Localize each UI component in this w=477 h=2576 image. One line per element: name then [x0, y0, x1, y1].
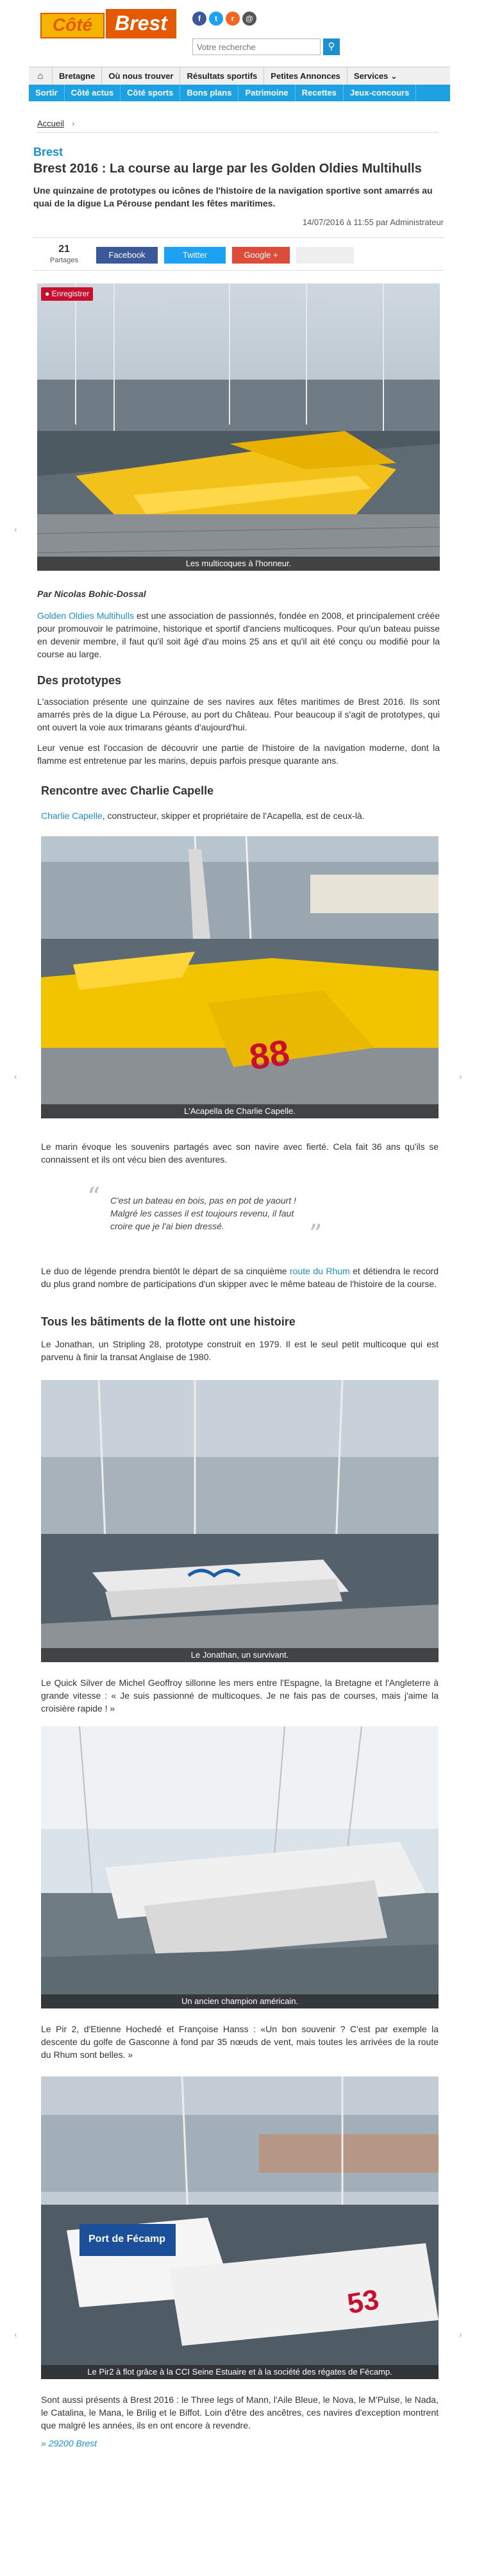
- photo-acapella-image: [41, 836, 439, 1118]
- next-arrow-icon[interactable]: ›: [459, 2329, 462, 2339]
- divider: [37, 132, 439, 133]
- photo-quick-silver: [41, 1726, 439, 2008]
- paragraph-jonathan: Le Jonathan, un Stripling 28, prototype construit en 1979. Il est le seul petit multicoque qui est parvenu à finir la transat Anglaise de 1980.: [41, 1339, 439, 1362]
- subnav-item-2[interactable]: Côté sports: [121, 85, 180, 101]
- social-links: [192, 12, 256, 26]
- prev-arrow-icon[interactable]: ‹: [14, 2329, 17, 2339]
- secondary-nav: [29, 85, 450, 101]
- photo-caption: Le Pir2 à flot grâce à la CCI Seine Estuaire et à la société des régates de Fécamp.: [41, 2365, 439, 2379]
- photo-acapella: [41, 836, 439, 1118]
- home-icon[interactable]: ⌂: [37, 70, 44, 81]
- article-lead: Une quinzaine de prototypes ou icônes de l'histoire de la navigation sportive sont amarrés au quai de la digue La Pérouse pendant les fêtes maritimes.: [33, 185, 433, 208]
- subnav-item-4[interactable]: Patrimoine: [238, 85, 295, 101]
- nav-item-4[interactable]: Services ⌄: [347, 67, 404, 85]
- tag-location[interactable]: [41, 2437, 439, 2450]
- paragraph-protos-1: L'association présente une quinzaine de ses navires aux fêtes maritimes de Brest 2016. Ils sont amarrés près de la digue La Pérouse, au port du Château. Pour beaucoup il s'agit de prototypes, qui ont ouvert la voie aux trimarans géants d'aujourd'hui.: [37, 696, 440, 732]
- photo-jonathan: [41, 1380, 439, 1662]
- primary-nav: [29, 67, 450, 85]
- photo-quick-silver-image: [41, 1726, 439, 2008]
- paragraph-duo-text-a: Le duo de légende prendra bientôt le départ de sa cinquième: [41, 1266, 290, 1276]
- tag-chevron-icon: »: [41, 2438, 49, 2448]
- site-logo[interactable]: [40, 9, 185, 41]
- paragraph-duo-text-b: et détiendra le record du plus grand nombre de participations d'un skipper avec le même bateau de l'histoire de la course.: [41, 1266, 439, 1289]
- share-count-label: Partages: [49, 257, 79, 265]
- nav-item-2[interactable]: Résultats sportifs: [180, 67, 264, 85]
- paragraph-capelle-text: , constructeur, skipper et propriétaire de l'Acapella, est de ceux-là.: [102, 811, 365, 821]
- boat-number-88: 88: [246, 1031, 292, 1078]
- boat-number-53: 53: [345, 2284, 381, 2320]
- search-button[interactable]: [323, 38, 340, 55]
- paragraph-intro: [37, 609, 440, 661]
- photo-jonathan-image: [41, 1380, 439, 1662]
- photo-caption: L'Acapella de Charlie Capelle.: [41, 1104, 439, 1118]
- photo-caption: Le Jonathan, un survivant.: [41, 1648, 439, 1662]
- paragraph-protos-2: Leur venue est l'occasion de découvrir une partie de l'histoire de la navigation moderne, dont la flamme est entretenue par les marins, depuis parfois presque quarante ans.: [37, 743, 440, 766]
- paragraph-duo: [41, 1265, 439, 1290]
- logo-cote: Côté: [40, 13, 105, 38]
- subnav-item-1[interactable]: Côté actus: [65, 85, 121, 101]
- logo-brest: Brest: [106, 9, 176, 38]
- share-count-value: 21: [58, 244, 70, 255]
- subnav-item-5[interactable]: Recettes: [296, 85, 344, 101]
- capelle-quote: C'est un bateau en bois, pas en pot de yaourt ! Malgré les casses il est toujours revenu, il faut croire que je l'ai bien dressé.: [110, 1195, 296, 1231]
- link-golden-oldies[interactable]: Golden Oldies Multihulls: [37, 610, 135, 621]
- facebook-icon[interactable]: f: [192, 12, 206, 26]
- photo-caption: Les multicoques à l'honneur.: [37, 557, 440, 571]
- paragraph-intro-text: est une association de passionnés, fondée en 2008, et principalement créée pour promouvoir le patrimoine, historique et sportif d'anciens multicoques. Pour qu'un bateau puisse en devenir membre, il faut qu'il soit âgé d'au moins 25 ans et qu'il ait été conçu ou modifié pour la course au large.: [37, 610, 440, 659]
- article-author: Par Nicolas Bohic-Dossal: [37, 589, 146, 599]
- heading-flotte: Tous les bâtiments de la flotte ont une histoire: [41, 1315, 296, 1328]
- subnav-item-6[interactable]: Jeux-concours: [344, 85, 416, 101]
- pin-icon: ●: [45, 289, 52, 298]
- link-charlie-capelle[interactable]: Charlie Capelle: [41, 811, 103, 821]
- nav-item-0[interactable]: Bretagne: [52, 67, 101, 85]
- nav-item-1[interactable]: Où nous trouver: [101, 67, 180, 85]
- save-label: Enregistrer: [51, 289, 90, 298]
- photo-multihulls: [37, 283, 440, 571]
- heading-capelle: Rencontre avec Charlie Capelle: [41, 784, 214, 797]
- next-arrow-icon[interactable]: ›: [459, 1071, 462, 1081]
- article-category[interactable]: Brest: [33, 146, 63, 158]
- search-icon: ⚲: [328, 41, 335, 52]
- photo-multihulls-image: [37, 283, 440, 571]
- share-counter: [45, 242, 83, 264]
- photo-pir2: [41, 2076, 439, 2379]
- share-google-button[interactable]: Google +: [232, 247, 290, 264]
- paragraph-capelle: [41, 809, 439, 822]
- paragraph-quick-silver: Le Quick Silver de Michel Geoffroy sillonne les mers entre l'Espagne, la Bretagne et l'Angleterre à grande vitesse : « Je suis passionné de multicoques. Je ne fais pas de courses, mais j'aime la croisière rapide ! »: [41, 1678, 439, 1713]
- article-title: Brest 2016 : La course au large par les Golden Oldies Multihulls: [33, 162, 422, 176]
- share-facebook-button[interactable]: Facebook: [96, 247, 158, 264]
- paragraph-pir2: Le Pir 2, d'Etienne Hochedé et Françoise Hanss : «Un bon souvenir ? C'est par exemple la descente du golfe de Gasconne à fond par 35 nœuds de vent, mais toutes les arrivées de la route du Rhum sont belles. »: [41, 2024, 439, 2060]
- site-header: [0, 0, 477, 61]
- rss-icon[interactable]: r: [226, 12, 240, 26]
- close-quote-icon: ”: [309, 1220, 322, 1249]
- subnav-item-3[interactable]: Bons plans: [180, 85, 238, 101]
- prev-arrow-icon[interactable]: ‹: [14, 524, 17, 534]
- prev-arrow-icon[interactable]: ‹: [14, 1071, 17, 1081]
- boat-name-port-fecamp: Port de Fécamp: [88, 2234, 166, 2244]
- tag-location-label: 29200 Brest: [48, 2438, 97, 2448]
- link-route-du-rhum[interactable]: route du Rhum: [290, 1266, 350, 1276]
- save-pin-button[interactable]: [41, 287, 93, 301]
- share-more-button[interactable]: [296, 247, 354, 264]
- paragraph-souvenirs: Le marin évoque les souvenirs partagés avec son navire avec fierté. Cela fait 36 ans qu'ils se connaissent et ils ont vécu bien des aventures.: [41, 1141, 439, 1165]
- open-quote-icon: “: [87, 1183, 101, 1212]
- share-bar: [33, 237, 444, 271]
- photo-pir2-image: [41, 2076, 439, 2379]
- twitter-icon[interactable]: t: [209, 12, 223, 26]
- breadcrumb-chevron-icon: ›: [72, 119, 75, 128]
- breadcrumb-home[interactable]: Accueil: [37, 119, 64, 128]
- share-twitter-button[interactable]: Twitter: [164, 247, 226, 264]
- article-dateline: 14/07/2016 à 11:55 par Administrateur: [302, 217, 444, 227]
- paragraph-also-present: Sont aussi présents à Brest 2016 : le Three legs of Mann, l'Aile Bleue, le Nova, le M'Pulse, le Nada, le Catalina, le Mana, le Brilig et le Biffot. Loin d'être des ancêtres, ces navires d'exception montrent que malgré les années, ils en ont encore à revendre.: [41, 2395, 439, 2430]
- mail-icon[interactable]: @: [242, 12, 256, 26]
- subnav-item-0[interactable]: Sortir: [29, 85, 65, 101]
- photo-caption: Un ancien champion américain.: [41, 1994, 439, 2008]
- search-input[interactable]: [192, 38, 321, 55]
- heading-prototypes: Des prototypes: [37, 674, 122, 687]
- nav-item-3[interactable]: Petites Annonces: [264, 67, 347, 85]
